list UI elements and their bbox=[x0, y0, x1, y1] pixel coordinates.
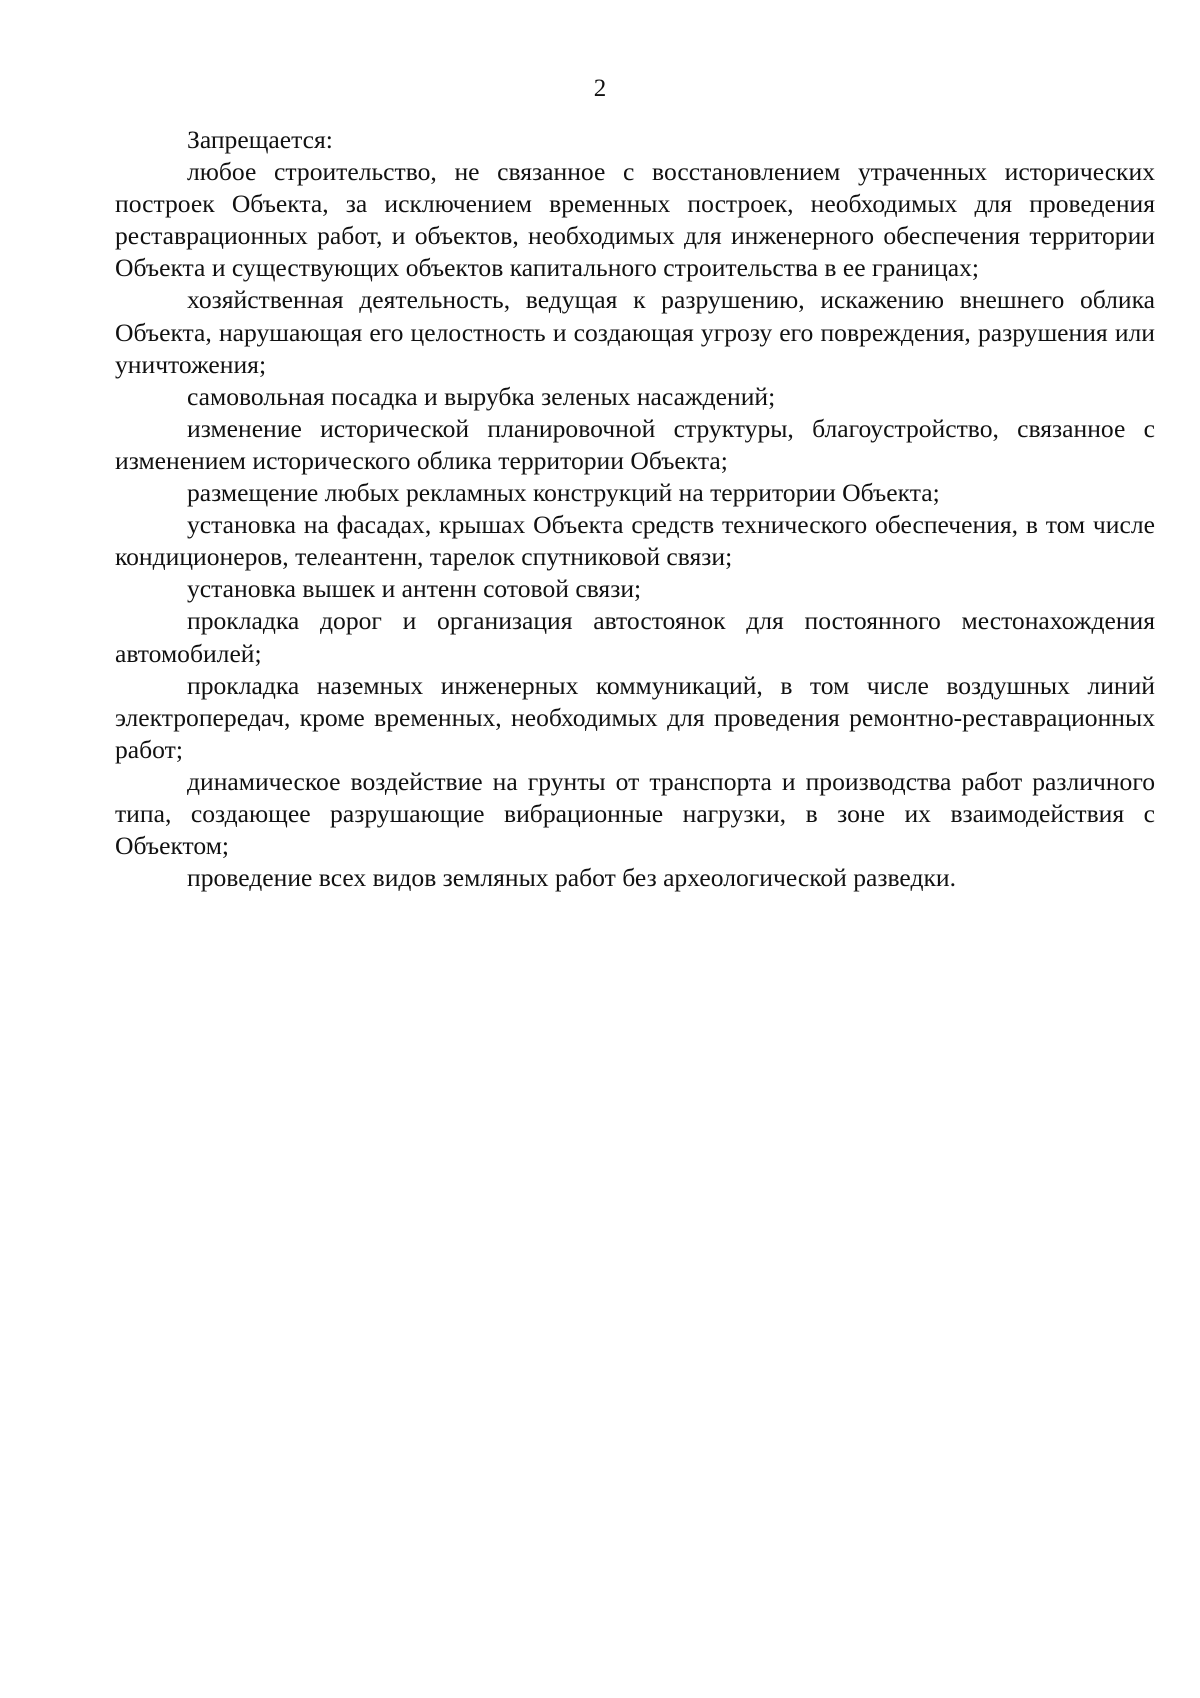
document-body bbox=[115, 124, 1155, 894]
list-item: проведение всех видов земляных работ без археологической разведки. bbox=[187, 863, 956, 893]
list-item: установка вышек и антенн сотовой связи; bbox=[187, 574, 642, 604]
list-item: прокладка дорог и организация автостоянок для постоянного местонахождения автомобилей; bbox=[115, 606, 1155, 668]
list-item: изменение исторической планировочной структуры, благоустройство, связанное с изменением исторического облика территории Объекта; bbox=[115, 413, 1155, 475]
list-item: хозяйственная деятельность, ведущая к разрушению, искажению внешнего облика Объекта, нарушающая его целостность и создающая угрозу его повреждения, разрушения или уничтожения; bbox=[115, 285, 1155, 379]
list-item: любое строительство, не связанное с восстановлением утраченных исторических построек Объекта, за исключением временных построек, необходимых для проведения реставрационных работ, и объектов, необходимых для инженерного обеспечения территории Объекта и существующих объектов капитального строительства в ее границах; bbox=[115, 157, 1155, 283]
list-item: динамическое воздействие на грунты от транспорта и производства работ различного типа, создающее разрушающие вибрационные нагрузки, в зоне их взаимодействия с Объектом; bbox=[115, 766, 1155, 861]
intro-paragraph: Запрещается: bbox=[187, 125, 333, 154]
page-number: 2 bbox=[593, 75, 607, 102]
list-item: прокладка наземных инженерных коммуникаций, в том числе воздушных линий электропередач, кроме временных, необходимых для проведения ремонтно-реставрационных работ; bbox=[115, 670, 1155, 764]
list-item: установка на фасадах, крышах Объекта средств технического обеспечения, в том числе кондиционеров, телеантенн, тарелок спутниковой связи; bbox=[115, 510, 1155, 572]
list-item: размещение любых рекламных конструкций на территории Объекта; bbox=[187, 478, 940, 508]
list-item: самовольная посадка и вырубка зеленых насаждений; bbox=[187, 381, 776, 411]
